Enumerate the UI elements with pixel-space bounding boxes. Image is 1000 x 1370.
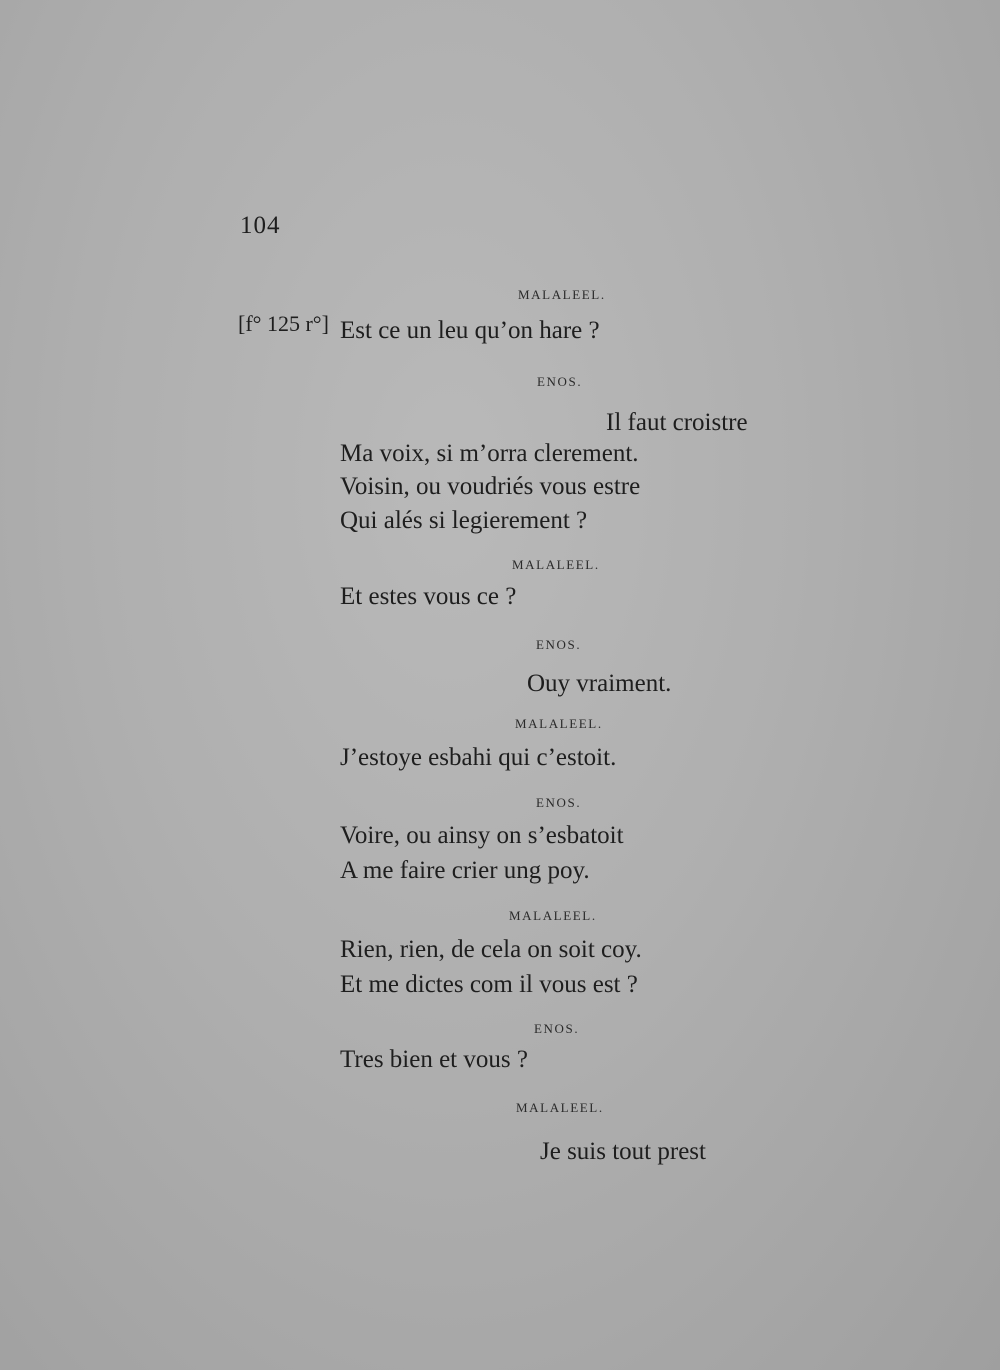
speaker-label: MALALEEL. xyxy=(515,716,603,731)
verse-line: Ma voix, si m’orra clerement. xyxy=(340,440,639,467)
verse-line: Qui alés si legierement ? xyxy=(340,507,588,534)
speaker-label: ENOS. xyxy=(537,374,583,389)
verse-line: Rien, rien, de cela on soit coy. xyxy=(340,936,642,963)
speaker-label: MALALEEL. xyxy=(518,287,606,302)
verse-line: Et estes vous ce ? xyxy=(340,583,517,610)
folio-reference: [f° 125 r°] xyxy=(238,311,329,336)
verse-line: Est ce un leu qu’on hare ? xyxy=(340,317,600,344)
speaker-label: MALALEEL. xyxy=(509,908,597,923)
verse-line: Il faut croistre xyxy=(606,409,748,436)
verse-line: Et me dictes com il vous est ? xyxy=(340,971,638,998)
verse-line: A me faire crier ung poy. xyxy=(340,857,590,884)
verse-line: Voisin, ou voudriés vous estre xyxy=(340,473,641,500)
speaker-label: ENOS. xyxy=(534,1021,580,1036)
speaker-label: ENOS. xyxy=(536,637,582,652)
speaker-label: MALALEEL. xyxy=(512,557,600,572)
verse-line: Je suis tout prest xyxy=(540,1138,706,1165)
verse-line: J’estoye esbahi qui c’estoit. xyxy=(340,744,617,771)
verse-line: Voire, ou ainsy on s’esbatoit xyxy=(340,822,624,849)
verse-line: Tres bien et vous ? xyxy=(340,1046,528,1073)
verse-line: Ouy vraiment. xyxy=(527,670,672,697)
speaker-label: ENOS. xyxy=(536,795,582,810)
speaker-label: MALALEEL. xyxy=(516,1100,604,1115)
page-number: 104 xyxy=(240,212,281,239)
